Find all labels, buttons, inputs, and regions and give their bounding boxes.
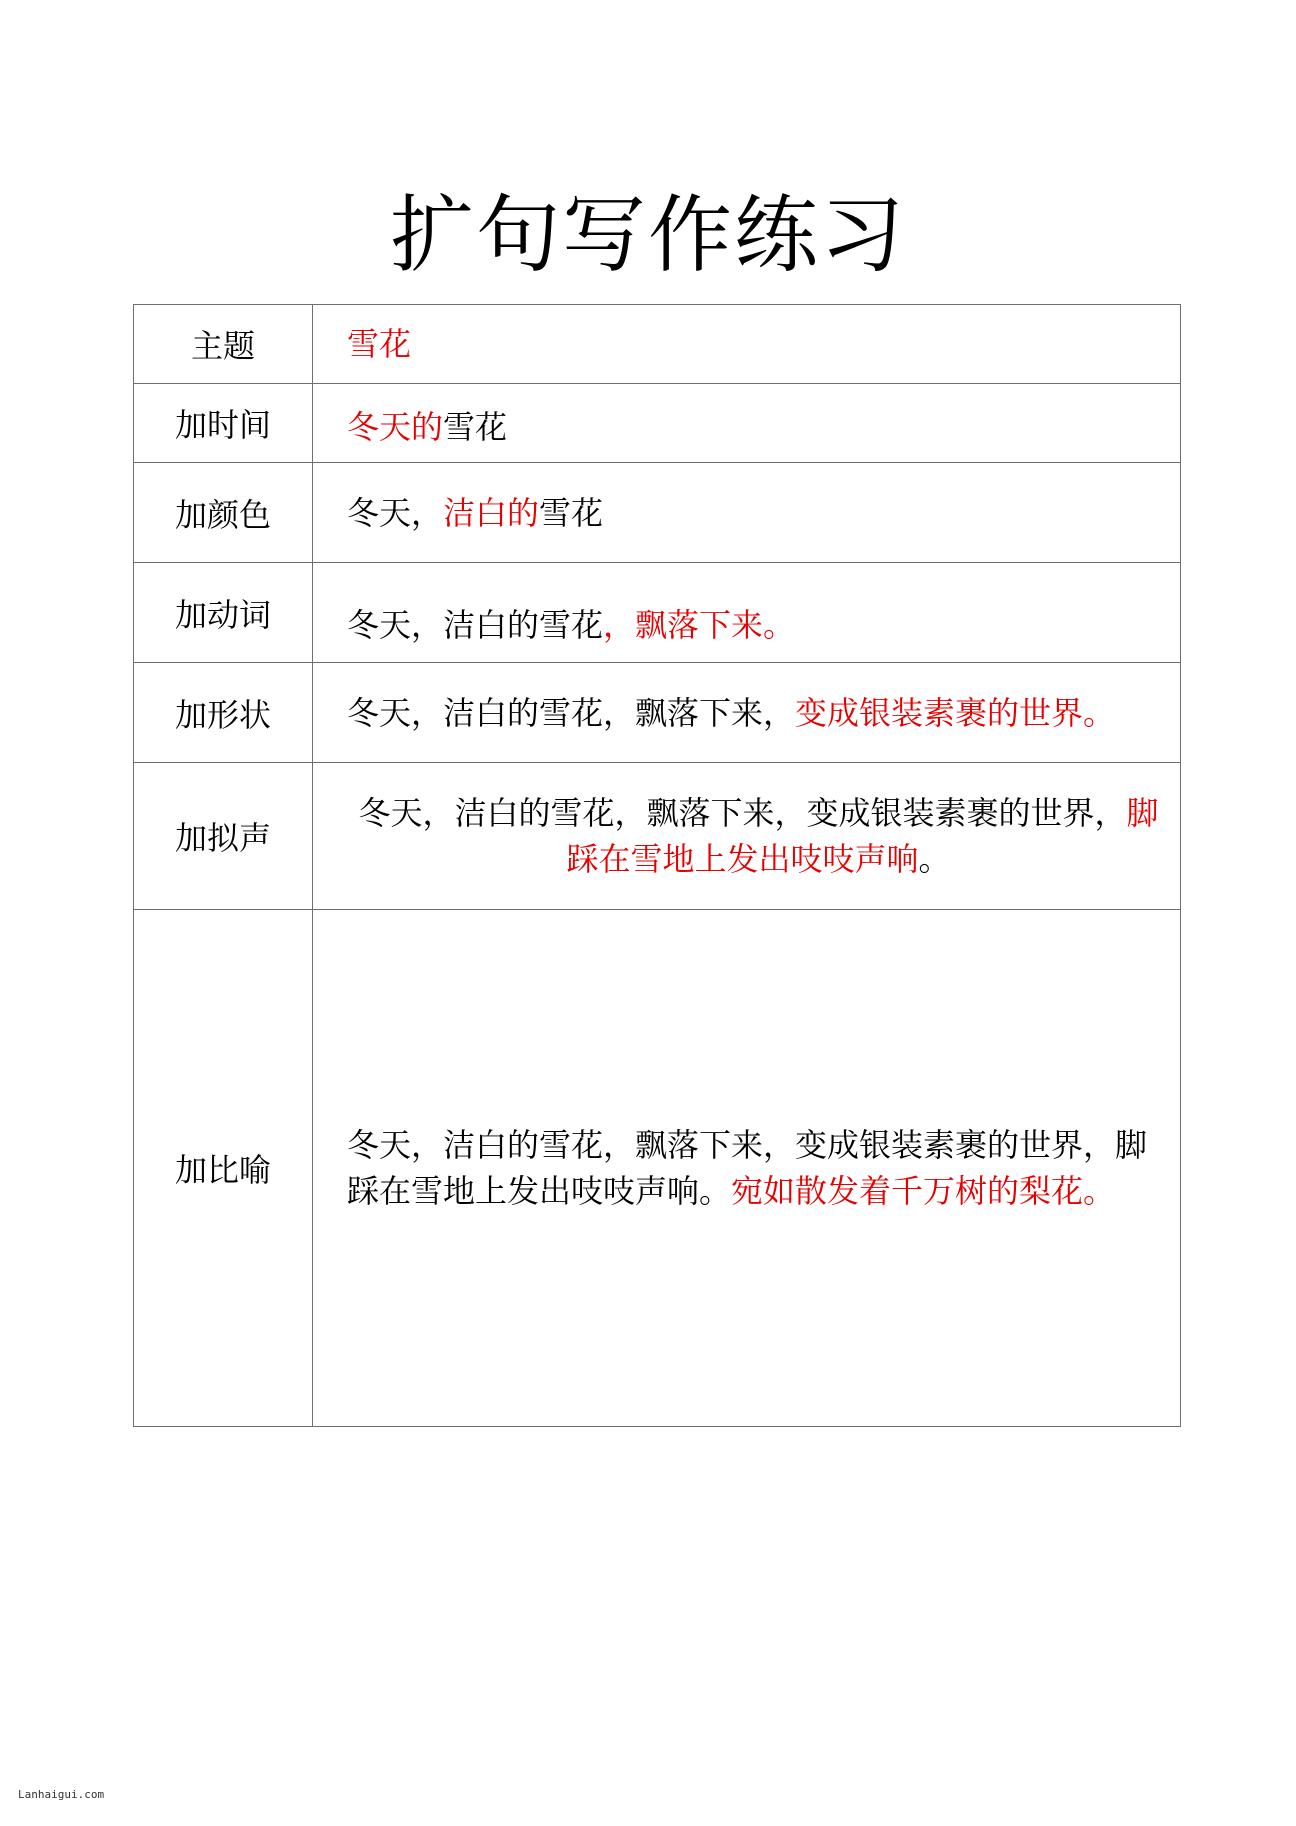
expansion-table — [133, 304, 1181, 1427]
highlight-text: ，飘落下来。 — [603, 605, 796, 644]
table-row-metaphor — [134, 910, 1181, 1427]
sentence-text: 冬天，洁白的雪花，飘落下来， — [347, 693, 796, 732]
table-row-time — [134, 384, 1181, 463]
sentence-text: 冬天，洁白的雪花，飘落下来，变成银装素裹的世界，脚踩在雪地上发出吱吱声响。 — [347, 1126, 1148, 1210]
row-content — [313, 763, 1181, 910]
table-row-shape — [134, 663, 1181, 763]
sentence-text: 冬天，洁白的雪花 — [347, 605, 604, 644]
row-label: 加拟声 — [134, 763, 313, 910]
row-label: 加时间 — [134, 384, 313, 463]
row-label: 加颜色 — [134, 463, 313, 563]
page-title: 扩句写作练习 — [389, 186, 906, 284]
sentence-text: 雪花 — [539, 493, 604, 532]
row-label: 加形状 — [134, 663, 313, 763]
highlight-text: 冬天的 — [347, 408, 444, 446]
highlight-text: 脚踩在雪地上发出吱吱声响 — [566, 794, 1159, 878]
highlight-text: 变成银装素裹的世界。 — [795, 693, 1116, 732]
row-label: 加动词 — [134, 563, 313, 663]
table-row-color — [134, 463, 1181, 563]
row-content — [313, 663, 1181, 763]
table-row-topic — [134, 305, 1181, 384]
highlight-text: 雪花 — [347, 325, 412, 363]
row-content — [313, 463, 1181, 563]
watermark: Lanhaigui.com — [18, 1788, 105, 1801]
table-row-sound — [134, 763, 1181, 910]
highlight-text: 洁白的 — [443, 493, 540, 532]
sentence-text: 。 — [918, 840, 951, 878]
sentence-text: 冬天，洁白的雪花，飘落下来，变成银装素裹的世界， — [358, 794, 1127, 832]
row-content — [313, 910, 1181, 1427]
sentence-text: 冬天， — [347, 493, 444, 532]
row-content — [313, 305, 1181, 384]
table-row-verb — [134, 563, 1181, 663]
row-content — [313, 563, 1181, 663]
row-label: 主题 — [134, 305, 313, 384]
sentence-text: 雪花 — [443, 408, 508, 446]
row-content — [313, 384, 1181, 463]
row-label: 加比喻 — [134, 910, 313, 1427]
highlight-text: 宛如散发着千万树的梨花。 — [731, 1172, 1116, 1210]
